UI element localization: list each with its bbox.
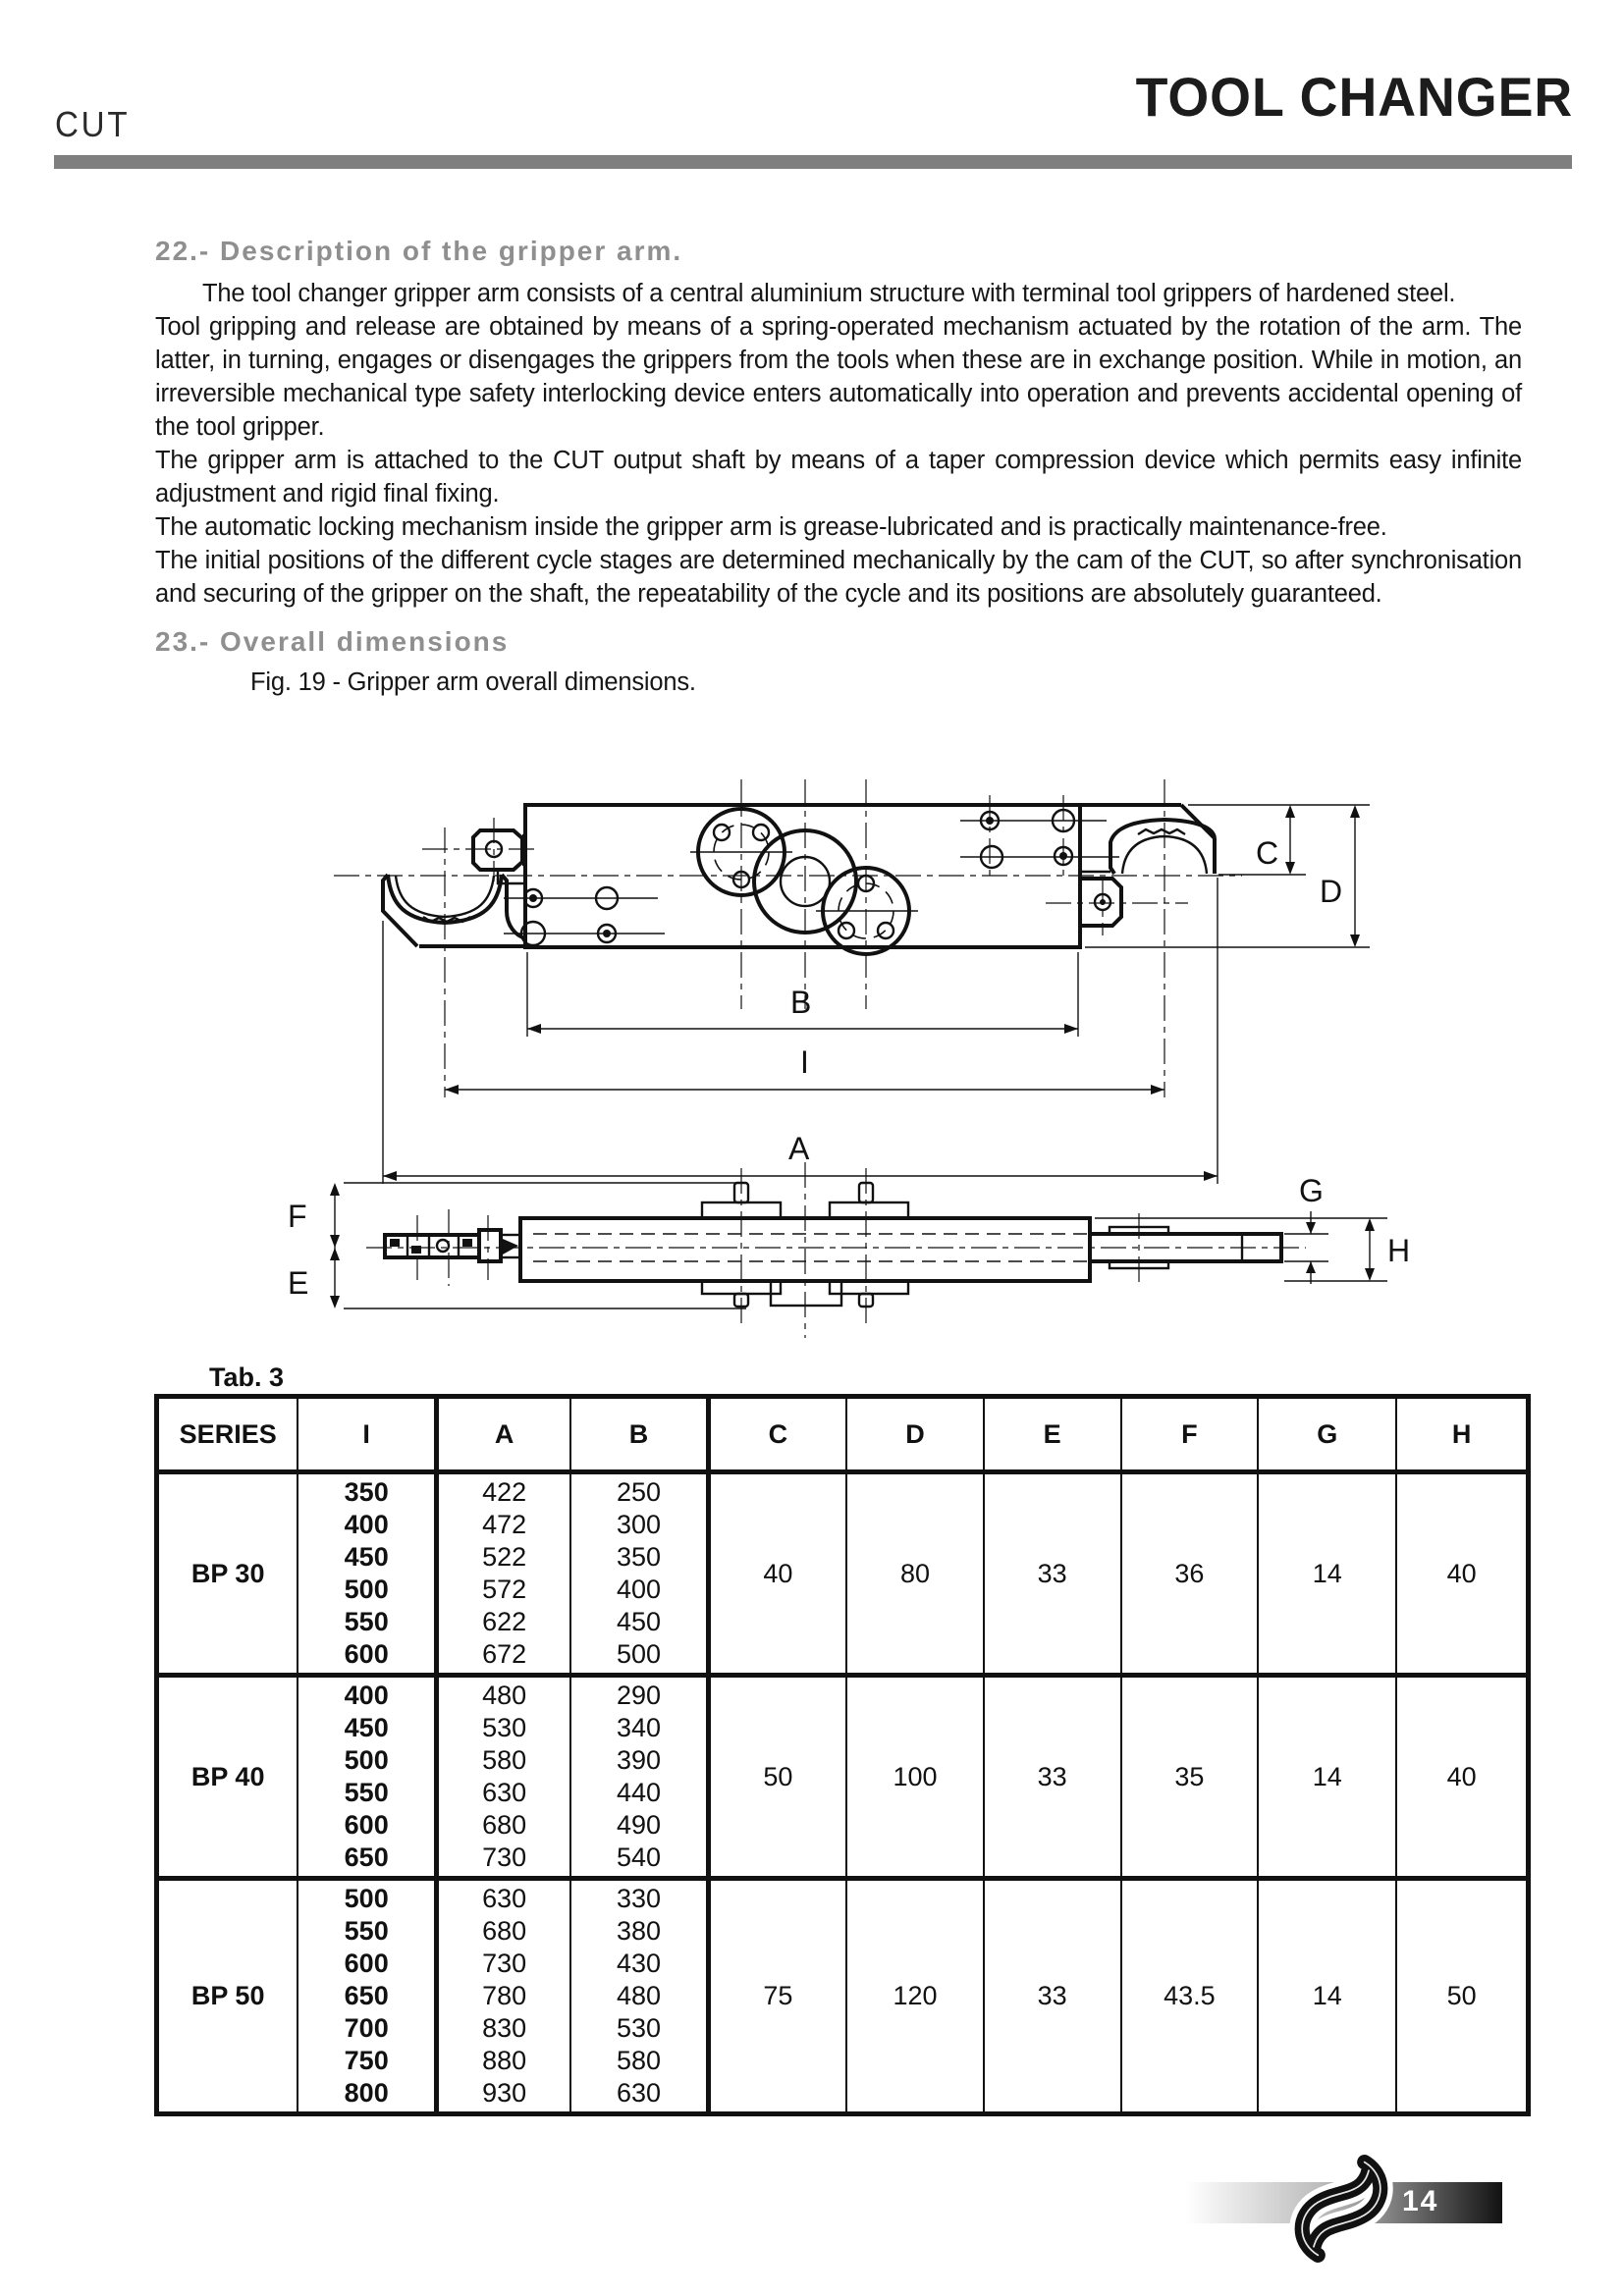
value-I: 800 xyxy=(344,2078,389,2108)
paragraph: The initial positions of the different cycle stages are determined mechanically by the cam of the CUT, so after synchronisation and securing of the gripper on the shaft, the repeatability of the cycle and its positions are absolutely guaranteed. xyxy=(155,547,1522,608)
series-group-bp-50 xyxy=(157,1879,1529,2114)
value-B: 500 xyxy=(616,1639,661,1669)
col-B-cell xyxy=(570,1676,708,1879)
col-E-cell: 33 xyxy=(984,1676,1121,1879)
figure-19 xyxy=(241,774,1434,1351)
col-I-cell xyxy=(298,1472,436,1676)
value-I: 400 xyxy=(344,1681,389,1710)
col-I-cell xyxy=(298,1879,436,2114)
value-I: 550 xyxy=(344,1916,389,1946)
value-I: 650 xyxy=(344,1981,389,2010)
value-I: 750 xyxy=(344,2046,389,2075)
value-I: 500 xyxy=(344,1884,389,1913)
gripper-arm-top-view xyxy=(334,779,1370,1184)
value-B: 400 xyxy=(616,1575,661,1604)
col-header-A: A xyxy=(436,1397,570,1472)
brand-knot-logo-icon xyxy=(1288,2154,1394,2264)
dim-label-I: I xyxy=(800,1044,809,1080)
col-H-cell: 40 xyxy=(1396,1472,1528,1676)
page-number: 14 xyxy=(1402,2185,1439,2217)
gripper-arm-side-view xyxy=(288,1162,1410,1338)
value-B: 290 xyxy=(616,1681,661,1710)
value-A: 880 xyxy=(482,2046,527,2075)
col-G-cell: 14 xyxy=(1258,1879,1396,2114)
value-B: 340 xyxy=(616,1713,661,1742)
value-I: 450 xyxy=(344,1542,389,1572)
value-B: 350 xyxy=(616,1542,661,1572)
col-D-cell: 80 xyxy=(846,1472,984,1676)
col-C-cell: 75 xyxy=(708,1879,846,2114)
figure-caption: Fig. 19 - Gripper arm overall dimensions. xyxy=(250,668,696,696)
dim-label-D: D xyxy=(1320,874,1343,909)
col-F-cell: 35 xyxy=(1121,1676,1259,1879)
value-A: 930 xyxy=(482,2078,527,2108)
value-B: 330 xyxy=(616,1884,661,1913)
value-A: 830 xyxy=(482,2013,527,2043)
col-C-cell: 40 xyxy=(708,1472,846,1676)
table-header-row xyxy=(157,1397,1529,1472)
value-A: 730 xyxy=(482,1842,527,1872)
value-I: 700 xyxy=(344,2013,389,2043)
value-B: 580 xyxy=(616,2046,661,2075)
dim-label-H: H xyxy=(1387,1233,1411,1268)
col-A-cell xyxy=(436,1676,570,1879)
col-header-series: SERIES xyxy=(157,1397,298,1472)
series-group-bp-40 xyxy=(157,1676,1529,1879)
value-B: 450 xyxy=(616,1607,661,1636)
series-cell: BP 30 xyxy=(157,1472,298,1676)
col-header-B: B xyxy=(570,1397,708,1472)
value-A: 522 xyxy=(482,1542,527,1572)
col-F-cell: 43.5 xyxy=(1121,1879,1259,2114)
series-cell: BP 50 xyxy=(157,1879,298,2114)
value-I: 350 xyxy=(344,1477,389,1507)
dim-label-C: C xyxy=(1256,835,1279,871)
col-header-G: G xyxy=(1258,1397,1396,1472)
col-F-cell: 36 xyxy=(1121,1472,1259,1676)
value-I: 450 xyxy=(344,1713,389,1742)
value-A: 530 xyxy=(482,1713,527,1742)
col-G-cell: 14 xyxy=(1258,1472,1396,1676)
value-I: 600 xyxy=(344,1810,389,1840)
value-A: 630 xyxy=(482,1778,527,1807)
value-I: 550 xyxy=(344,1607,389,1636)
value-A: 630 xyxy=(482,1884,527,1913)
col-A-cell xyxy=(436,1472,570,1676)
value-I: 550 xyxy=(344,1778,389,1807)
col-header-D: D xyxy=(846,1397,984,1472)
value-A: 680 xyxy=(482,1810,527,1840)
col-D-cell: 120 xyxy=(846,1879,984,2114)
value-A: 580 xyxy=(482,1745,527,1775)
value-B: 630 xyxy=(616,2078,661,2108)
value-I: 500 xyxy=(344,1745,389,1775)
value-I: 600 xyxy=(344,1949,389,1978)
dim-label-G: G xyxy=(1299,1173,1324,1208)
value-B: 430 xyxy=(616,1949,661,1978)
col-header-I: I xyxy=(298,1397,436,1472)
value-I: 650 xyxy=(344,1842,389,1872)
col-G-cell: 14 xyxy=(1258,1676,1396,1879)
value-A: 730 xyxy=(482,1949,527,1978)
main-text xyxy=(155,236,1522,699)
col-header-F: F xyxy=(1121,1397,1259,1472)
value-A: 680 xyxy=(482,1916,527,1946)
value-B: 300 xyxy=(616,1510,661,1539)
col-H-cell: 40 xyxy=(1396,1676,1528,1879)
col-A-cell xyxy=(436,1879,570,2114)
value-A: 422 xyxy=(482,1477,527,1507)
value-A: 622 xyxy=(482,1607,527,1636)
value-A: 472 xyxy=(482,1510,527,1539)
dimensions-table xyxy=(154,1394,1531,2116)
col-B-cell xyxy=(570,1472,708,1676)
series-group-bp-30 xyxy=(157,1472,1529,1676)
dim-label-A: A xyxy=(788,1131,810,1166)
gripper-arm-drawing xyxy=(241,774,1434,1351)
section-23-heading: 23.- Overall dimensions xyxy=(155,626,510,657)
value-B: 390 xyxy=(616,1745,661,1775)
value-B: 530 xyxy=(616,2013,661,2043)
value-B: 250 xyxy=(616,1477,661,1507)
value-B: 440 xyxy=(616,1778,661,1807)
col-B-cell xyxy=(570,1879,708,2114)
header-rule xyxy=(54,155,1572,169)
col-I-cell xyxy=(298,1676,436,1879)
col-E-cell: 33 xyxy=(984,1472,1121,1676)
col-D-cell: 100 xyxy=(846,1676,984,1879)
table-label: Tab. 3 xyxy=(209,1362,285,1392)
dim-label-B: B xyxy=(790,985,812,1020)
col-header-C: C xyxy=(708,1397,846,1472)
value-A: 480 xyxy=(482,1681,527,1710)
value-A: 780 xyxy=(482,1981,527,2010)
dim-label-F: F xyxy=(288,1199,307,1234)
paragraph: The gripper arm is attached to the CUT output shaft by means of a taper compression device which permits easy infinite adjustment and rigid final fixing. xyxy=(155,447,1522,507)
paragraph: Tool gripping and release are obtained by means of a spring-operated mechanism actuated by the rotation of the arm. The latter, in turning, engages or disengages the grippers from the tools when these are in exchange position. While in motion, an irreversible mechanical type safety interlocking device enters automatically into operation and prevents accidental opening of the tool gripper. xyxy=(155,313,1522,441)
value-I: 400 xyxy=(344,1510,389,1539)
dim-label-E: E xyxy=(288,1265,309,1301)
value-I: 500 xyxy=(344,1575,389,1604)
col-header-H: H xyxy=(1396,1397,1528,1472)
table-body xyxy=(157,1472,1529,2114)
series-cell: BP 40 xyxy=(157,1676,298,1879)
value-B: 480 xyxy=(616,1981,661,2010)
paragraph: The tool changer gripper arm consists of a central aluminium structure with terminal tool grippers of hardened steel. xyxy=(202,280,1456,307)
col-header-E: E xyxy=(984,1397,1121,1472)
col-H-cell: 50 xyxy=(1396,1879,1528,2114)
value-A: 672 xyxy=(482,1639,527,1669)
col-C-cell: 50 xyxy=(708,1676,846,1879)
paragraph: The automatic locking mechanism inside the gripper arm is grease-lubricated and is practically maintenance-free. xyxy=(155,513,1387,541)
value-B: 380 xyxy=(616,1916,661,1946)
value-I: 600 xyxy=(344,1639,389,1669)
col-E-cell: 33 xyxy=(984,1879,1121,2114)
value-B: 490 xyxy=(616,1810,661,1840)
section-22-heading: 22.- Description of the gripper arm. xyxy=(155,236,683,266)
page-title: TOOL CHANGER xyxy=(1135,66,1573,128)
value-A: 572 xyxy=(482,1575,527,1604)
brand-cut: CUT xyxy=(55,104,131,144)
value-B: 540 xyxy=(616,1842,661,1872)
